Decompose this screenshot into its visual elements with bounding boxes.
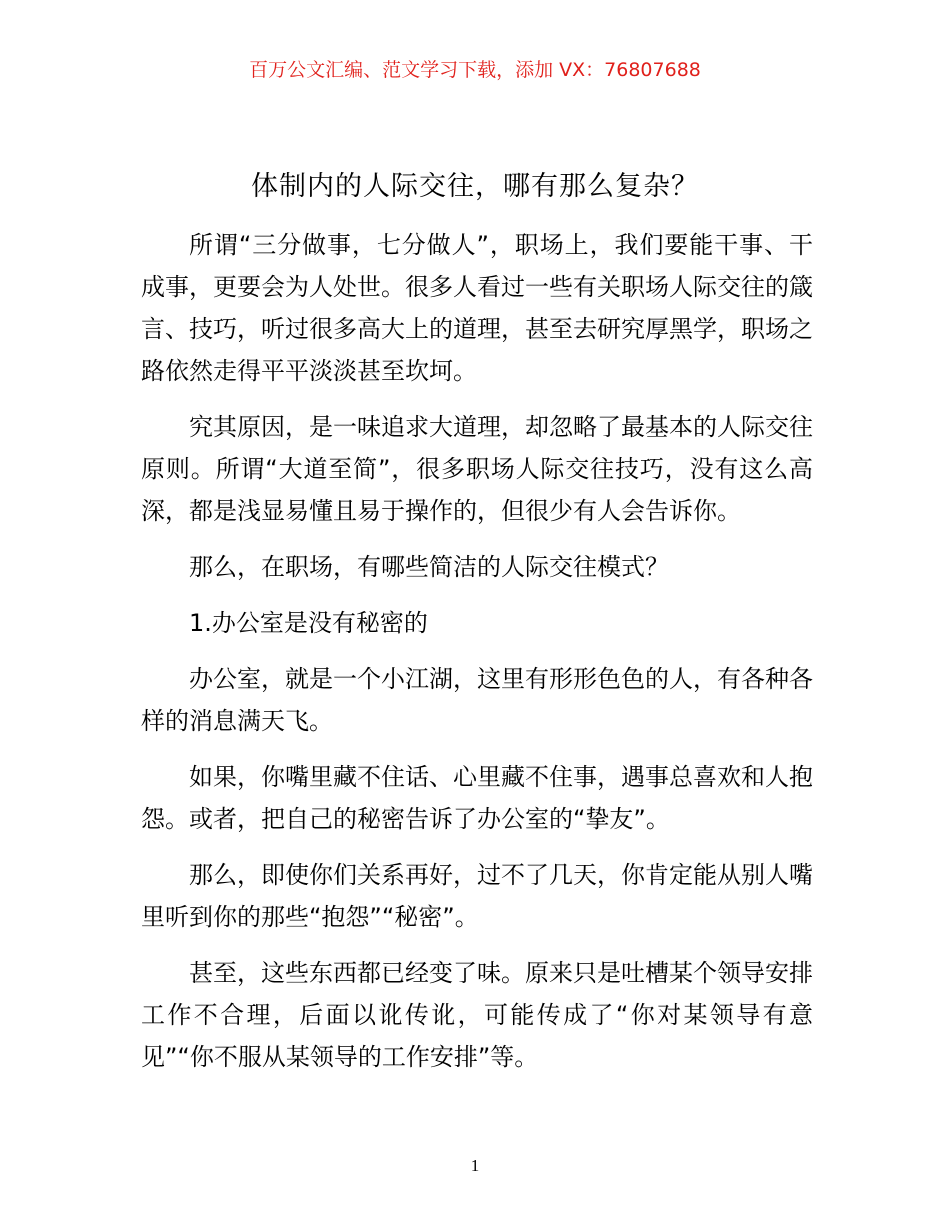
- paragraph: 甚至，这些东西都已经变了味。原来只是吐槽某个领导安排工作不合理，后面以讹传讹，可能传成了“你对某领导有意见”“你不服从某领导的工作安排”等。: [141, 959, 813, 1071]
- paragraph: 如果，你嘴里藏不住话、心里藏不住事，遇事总喜欢和人抱怨。或者，把自己的秘密告诉了办公室的“挚友”。: [141, 763, 813, 833]
- section-heading: 1.办公室是没有秘密的: [189, 609, 428, 637]
- document-title: 体制内的人际交往，哪有那么复杂？: [251, 171, 699, 202]
- header-banner: 百万公文汇编、范文学习下载，添加 VX：76807688: [249, 59, 701, 81]
- document-body: [141, 224, 813, 1092]
- paragraph: 那么，即使你们关系再好，过不了几天，你肯定能从别人嘴里听到你的那些“抱怨”“秘密”。: [141, 861, 813, 931]
- paragraph: 办公室，就是一个小江湖，这里有形形色色的人，有各种各样的消息满天飞。: [141, 665, 813, 735]
- page-number: 1: [470, 1156, 480, 1175]
- paragraph: 所谓“三分做事，七分做人”，职场上，我们要能干事、干成事，更要会为人处世。很多人看过一些有关职场人际交往的箴言、技巧，听过很多高大上的道理，甚至去研究厚黑学，职场之路依然走得平平淡淡甚至坎坷。: [141, 231, 813, 385]
- paragraph: 那么，在职场，有哪些简洁的人际交往模式？: [189, 553, 669, 581]
- paragraph: 究其原因，是一味追求大道理，却忽略了最基本的人际交往原则。所谓“大道至简”，很多职场人际交往技巧，没有这么高深，都是浅显易懂且易于操作的，但很少有人会告诉你。: [141, 413, 813, 525]
